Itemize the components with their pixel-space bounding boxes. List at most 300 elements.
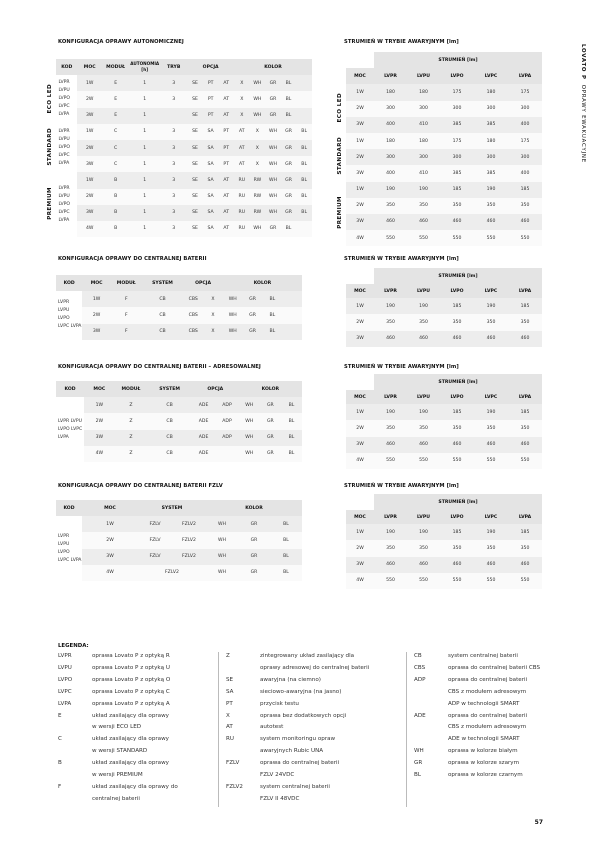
- column-header: MOC: [82, 500, 138, 516]
- table-cell: BL: [281, 446, 302, 462]
- table-cell: FZLV: [138, 532, 172, 548]
- table-cell: GR: [243, 291, 263, 307]
- legend-description: w wersji PREMIUM: [92, 772, 143, 778]
- table-cell: 1: [129, 156, 160, 172]
- table-cell: RU: [234, 189, 250, 205]
- section-title-central-addressable: KONFIGURACJA OPRAWY DO CENTRALNEJ BATERII – ADRESOWALNEJ: [58, 364, 261, 370]
- table-cell: WH: [223, 291, 243, 307]
- table-cell: F: [111, 291, 142, 307]
- table-cell: 460: [374, 557, 407, 573]
- table-cell: 1: [129, 205, 160, 221]
- table-cell: 190: [474, 404, 508, 420]
- column-header: MOC: [346, 390, 374, 404]
- table-cell: 3W: [346, 214, 374, 230]
- table-cell: 350: [474, 420, 508, 436]
- table-row: [44, 156, 312, 172]
- table-cell: Z: [115, 397, 148, 413]
- legend-key: BL: [414, 772, 421, 778]
- table-cell: X: [234, 75, 250, 91]
- group-label-cell: [334, 84, 346, 133]
- column-header: MOC: [346, 284, 374, 298]
- table-cell: 460: [508, 557, 542, 573]
- side-label: LOVATO P OPRAWY EWAKUACYJNE: [580, 44, 586, 163]
- group-label-standard: STANDARD: [47, 128, 54, 166]
- table-cell: 460: [474, 214, 508, 230]
- table-cell: GR: [238, 549, 270, 565]
- kod-cell: LVPR LVPU LVPO LVPC LVPA: [56, 291, 82, 340]
- legend-description: sieciowo-awaryjna (na jasno): [260, 688, 342, 695]
- table-cell: X: [250, 124, 266, 140]
- table-cell: 350: [508, 420, 542, 436]
- table-cell: ADE: [192, 446, 215, 462]
- table-cell: 460: [440, 557, 474, 573]
- table-cell: CB: [147, 413, 192, 429]
- table-row: [56, 413, 302, 429]
- table-cell: 350: [474, 540, 508, 556]
- table-cell: 3: [160, 75, 187, 91]
- table-cell: 300: [407, 101, 440, 117]
- legend-key: LVPA: [58, 700, 72, 707]
- table-cell: GR: [260, 413, 281, 429]
- table-cell: CB: [142, 307, 184, 323]
- table-cell: 3: [160, 221, 187, 237]
- table-cell: 2W: [82, 307, 111, 323]
- table-row: [56, 532, 302, 548]
- table-cell: AT: [218, 221, 234, 237]
- table-cell: WH: [250, 221, 266, 237]
- table-cell: CB: [147, 430, 192, 446]
- table-cell: 3W: [346, 331, 374, 347]
- table-cell: RW: [250, 172, 266, 188]
- table-cell: 300: [374, 101, 407, 117]
- table-cell: 180: [407, 133, 440, 149]
- table-cell: BL: [296, 172, 312, 188]
- table-cell: 190: [474, 298, 508, 314]
- table-cell: 550: [407, 230, 440, 246]
- table-cell: GR: [281, 189, 297, 205]
- table-cell: 185: [440, 524, 474, 540]
- table-cell: X: [250, 140, 266, 156]
- column-header: STRUMIEŃ [lm]: [374, 374, 542, 390]
- table-cell: WH: [250, 91, 266, 107]
- table-cell: Z: [115, 430, 148, 446]
- legend-description: autotest: [260, 724, 284, 731]
- table-cell: 1W: [346, 298, 374, 314]
- legend-description: FZLV II 48VDC: [260, 795, 300, 802]
- table-cell: 185: [440, 298, 474, 314]
- table-cell: CB: [142, 324, 184, 340]
- table-cell: 400: [508, 165, 542, 181]
- table-cell: SA: [203, 189, 219, 205]
- table-cell: FZLV2: [172, 549, 206, 565]
- column-header: KOLOR: [239, 381, 302, 397]
- column-header: OPCJA: [183, 275, 223, 291]
- table-cell: AT: [218, 108, 234, 124]
- table-cell: PT: [218, 156, 234, 172]
- table-cell: 190: [374, 182, 407, 198]
- table-cell: 350: [374, 198, 407, 214]
- table-cell: GR: [260, 446, 281, 462]
- table-cell: X: [203, 307, 223, 323]
- table-cell: BL: [262, 307, 282, 323]
- table-cell: 175: [508, 133, 542, 149]
- column-header: OPCJA: [192, 381, 239, 397]
- table-cell: RW: [250, 189, 266, 205]
- table-row: [56, 397, 302, 413]
- table-cell: WH: [239, 413, 260, 429]
- legend-key: AT: [226, 724, 233, 731]
- table-cell: 1W: [346, 182, 374, 198]
- table-row: [44, 205, 312, 221]
- table-cell: [215, 446, 238, 462]
- table-cell: 1: [129, 124, 160, 140]
- table-cell: BL: [262, 291, 282, 307]
- column-header: LVPR: [374, 68, 407, 84]
- table-row: [44, 124, 312, 140]
- table-cell: 350: [440, 314, 474, 330]
- table-cell: GR: [238, 532, 270, 548]
- legend-key: SA: [226, 688, 234, 695]
- column-header: LVPO: [440, 68, 474, 84]
- spacer-cell: [346, 52, 374, 68]
- table-cell: GR: [260, 397, 281, 413]
- column-header: LVPO: [440, 284, 474, 298]
- table-cell: BL: [296, 124, 312, 140]
- table-cell: 3W: [346, 557, 374, 573]
- table-cell: FZLV2: [172, 516, 206, 532]
- table-cell: WH: [239, 397, 260, 413]
- table-cell: E: [102, 91, 129, 107]
- table-cell: 350: [407, 540, 440, 556]
- table-cell: GR: [260, 430, 281, 446]
- table-cell: GR: [281, 205, 297, 221]
- table-cell: PT: [203, 75, 219, 91]
- spacer-cell: [44, 59, 56, 75]
- addressable-config-table: [56, 381, 302, 462]
- legend-key: ADP: [414, 676, 426, 683]
- table-cell: 1: [129, 172, 160, 188]
- table-cell: 1W: [346, 524, 374, 540]
- legend-key: C: [58, 736, 62, 743]
- table-cell: 1: [129, 75, 160, 91]
- table-cell: 300: [474, 149, 508, 165]
- table-row: [346, 573, 542, 589]
- table-cell: 550: [508, 453, 542, 469]
- legend-description: oprawa Lovato P z optyką C: [92, 688, 170, 695]
- table-cell: 1W: [346, 133, 374, 149]
- table-cell: X: [234, 108, 250, 124]
- table-row: [346, 540, 542, 556]
- table-cell: X: [203, 324, 223, 340]
- legend-key: WH: [414, 748, 424, 755]
- section-title-flux-fzlv: STRUMIEŃ W TRYBIE AWARYJNYM [lm]: [344, 483, 459, 489]
- legend-description: przycisk testu: [260, 700, 299, 707]
- column-header: LVPR: [374, 390, 407, 404]
- table-cell: ADE: [192, 413, 215, 429]
- table-cell: AT: [218, 91, 234, 107]
- table-cell: 175: [440, 84, 474, 100]
- column-header: LVPR: [374, 284, 407, 298]
- table-row: [334, 149, 542, 165]
- table-cell: 1: [129, 108, 160, 124]
- table-cell: 185: [440, 182, 474, 198]
- table-cell: WH: [265, 140, 281, 156]
- table-cell: GR: [281, 156, 297, 172]
- table-cell: 460: [440, 437, 474, 453]
- table-row: [56, 516, 302, 532]
- column-header: LVPO: [440, 390, 474, 404]
- table-cell: SE: [187, 124, 203, 140]
- table-cell: B: [102, 189, 129, 205]
- table-cell: BL: [270, 532, 302, 548]
- column-header: LVPC: [474, 284, 508, 298]
- table-cell: WH: [265, 156, 281, 172]
- table-row: [44, 140, 312, 156]
- table-cell: 385: [440, 165, 474, 181]
- table-cell: 550: [508, 230, 542, 246]
- table-cell: X: [250, 156, 266, 172]
- table-cell: WH: [265, 124, 281, 140]
- table-cell: 300: [440, 101, 474, 117]
- table-cell: PT: [218, 140, 234, 156]
- table-cell: 185: [440, 404, 474, 420]
- legend-description: oprawa Lovato P z optyką R: [92, 653, 170, 659]
- table-cell: 2W: [82, 532, 138, 548]
- table-cell: 185: [508, 404, 542, 420]
- table-cell: GR: [243, 307, 263, 323]
- table-cell: RW: [250, 205, 266, 221]
- table-cell: 550: [440, 230, 474, 246]
- table-cell: 460: [374, 214, 407, 230]
- table-cell: 180: [474, 133, 508, 149]
- column-header: LVPA: [508, 284, 542, 298]
- table-cell: BL: [296, 156, 312, 172]
- table-cell: PT: [203, 108, 219, 124]
- header-tryb: TRYB: [160, 59, 187, 75]
- legend-key: FZLV: [226, 760, 240, 767]
- table-cell: WH: [206, 532, 238, 548]
- table-cell: 460: [440, 331, 474, 347]
- table-row: [334, 165, 542, 181]
- table-cell: 190: [407, 298, 440, 314]
- table-cell: 300: [440, 149, 474, 165]
- table-cell: 3W: [346, 437, 374, 453]
- table-cell: Z: [115, 413, 148, 429]
- column-header: LVPU: [407, 284, 440, 298]
- table-row: [44, 189, 312, 205]
- legend-description: ADP w technologii SMART: [448, 700, 520, 707]
- table-cell: 3W: [77, 108, 102, 124]
- table-cell: 3W: [77, 205, 102, 221]
- table-cell: 4W: [346, 453, 374, 469]
- legend-key: B: [58, 760, 62, 767]
- table-cell: 550: [440, 453, 474, 469]
- table-row: [56, 291, 302, 307]
- legend-description: układ zasilający dla oprawy: [92, 712, 169, 719]
- table-cell: GR: [281, 124, 297, 140]
- legend-title: LEGENDA:: [58, 643, 89, 649]
- table-cell: 1W: [346, 404, 374, 420]
- table-cell: 550: [474, 453, 508, 469]
- header-strumien: STRUMIEŃ [lm]: [374, 52, 542, 68]
- table-cell: 180: [374, 84, 407, 100]
- central-flux-table: [346, 268, 542, 347]
- table-row: [334, 230, 542, 246]
- legend-description: oprawa w kolorze czarnym: [448, 772, 523, 778]
- legend-description: oprawy adresowej do centralnej baterii: [260, 664, 370, 671]
- table-cell: WH: [239, 446, 260, 462]
- table-cell: F: [111, 324, 142, 340]
- legend-key: LVPC: [58, 688, 72, 695]
- column-header: LVPA: [508, 68, 542, 84]
- column-header: SYSTEM: [142, 275, 184, 291]
- table-cell: 3W: [346, 165, 374, 181]
- table-cell: 2W: [77, 91, 102, 107]
- table-cell: RU: [234, 172, 250, 188]
- fzlv-flux-table: [346, 494, 542, 589]
- table-cell: 185: [508, 182, 542, 198]
- table-cell: 180: [407, 84, 440, 100]
- table-cell: 350: [407, 198, 440, 214]
- kod-cell: LVPR LVPU LVPO LVPC LVPA: [56, 172, 77, 237]
- table-row: [346, 314, 542, 330]
- legend-description: awaryjnych Rubic UNA: [260, 748, 324, 755]
- header-kod: KOD: [56, 59, 77, 75]
- column-header: MODUŁ: [115, 381, 148, 397]
- group-label-cell: [44, 75, 56, 124]
- table-cell: 350: [440, 540, 474, 556]
- table-cell: 4W: [77, 221, 102, 237]
- legend-description: ADE w technologii SMART: [448, 736, 520, 743]
- table-cell: 3: [160, 189, 187, 205]
- table-cell: 2W: [346, 198, 374, 214]
- table-cell: RU: [234, 221, 250, 237]
- table-cell: 190: [374, 524, 407, 540]
- table-cell: GR: [281, 172, 297, 188]
- table-cell: 2W: [346, 420, 374, 436]
- section-title-central: KONFIGURACJA OPRAWY DO CENTRALNEJ BATERII: [58, 256, 207, 262]
- table-cell: 460: [407, 331, 440, 347]
- legend-key: CBS: [414, 664, 426, 671]
- table-cell: F: [111, 307, 142, 323]
- kod-cell: LVPR LVPU LVPO LVPC LVPA: [56, 75, 77, 124]
- table-cell: 1: [129, 140, 160, 156]
- legend-description: oprawa bez dodatkowych opcji: [260, 712, 347, 719]
- column-header: LVPO: [440, 510, 474, 524]
- legend-description: układ zasilający dla oprawy: [92, 760, 169, 767]
- table-cell: 175: [440, 133, 474, 149]
- table-cell: [296, 75, 312, 91]
- kod-cell: LVPR LVPU LVPO LVPC LVPA: [56, 397, 84, 462]
- table-cell: 460: [440, 214, 474, 230]
- table-cell: 3W: [77, 156, 102, 172]
- table-cell: 410: [407, 165, 440, 181]
- table-cell: GR: [243, 324, 263, 340]
- table-cell: 385: [440, 117, 474, 133]
- table-cell: 460: [407, 437, 440, 453]
- table-cell: 460: [508, 331, 542, 347]
- table-cell: 180: [374, 133, 407, 149]
- table-cell: BL: [281, 413, 302, 429]
- table-cell: 1W: [77, 172, 102, 188]
- table-cell: 350: [440, 420, 474, 436]
- table-cell: 400: [374, 165, 407, 181]
- table-cell: AT: [218, 172, 234, 188]
- table-cell: 175: [508, 84, 542, 100]
- table-cell: 3: [160, 156, 187, 172]
- table-row: [334, 101, 542, 117]
- table-cell: WH: [206, 549, 238, 565]
- section-title-fzlv: KONFIGURACJA OPRAWY DO CENTRALNEJ BATERII FZLV: [58, 483, 223, 489]
- column-header: LVPU: [407, 68, 440, 84]
- table-cell: ADP: [215, 430, 238, 446]
- table-cell: 1: [129, 189, 160, 205]
- table-cell: WH: [265, 189, 281, 205]
- page-number: 57: [534, 819, 543, 826]
- table-cell: SA: [203, 221, 219, 237]
- table-cell: 4W: [82, 565, 138, 581]
- legend-key: GR: [414, 760, 423, 767]
- table-cell: WH: [250, 108, 266, 124]
- table-cell: ADE: [192, 430, 215, 446]
- table-cell: AT: [218, 75, 234, 91]
- spacer-cell: [346, 374, 374, 390]
- group-label-standard: STANDARD: [337, 137, 343, 175]
- table-cell: 1: [129, 221, 160, 237]
- table-cell: BL: [296, 189, 312, 205]
- table-cell: 190: [407, 182, 440, 198]
- table-cell: SE: [187, 172, 203, 188]
- table-cell: BL: [270, 516, 302, 532]
- table-cell: PT: [203, 91, 219, 107]
- table-cell: B: [102, 205, 129, 221]
- table-cell: FZLV2: [172, 532, 206, 548]
- table-row: [346, 437, 542, 453]
- column-header: KOLOR: [206, 500, 302, 516]
- table-cell: BL: [281, 221, 297, 237]
- table-row: [44, 108, 312, 124]
- table-cell: 4W: [346, 573, 374, 589]
- table-cell: SA: [203, 140, 219, 156]
- table-cell: BL: [281, 397, 302, 413]
- table-cell: 4W: [346, 230, 374, 246]
- legend-key: LVPR: [58, 653, 72, 659]
- table-cell: SE: [187, 108, 203, 124]
- table-cell: WH: [206, 565, 238, 581]
- legend-description: oprawa w kolorze szarym: [448, 760, 520, 767]
- table-row: [334, 214, 542, 230]
- table-cell: 3: [160, 91, 187, 107]
- table-cell: WH: [250, 75, 266, 91]
- table-cell: 3W: [82, 549, 138, 565]
- table-cell: 550: [374, 230, 407, 246]
- table-cell: 2W: [77, 189, 102, 205]
- legend-key: E: [58, 712, 62, 719]
- table-cell: 460: [474, 331, 508, 347]
- table-cell: CBS: [183, 307, 203, 323]
- legend-key: FZLV2: [226, 783, 243, 790]
- column-header: LVPA: [508, 510, 542, 524]
- table-cell: 3W: [84, 430, 114, 446]
- table-cell: FZLV: [138, 549, 172, 565]
- table-cell: 350: [474, 314, 508, 330]
- table-cell: [282, 307, 302, 323]
- legend-key: LVPO: [58, 676, 73, 683]
- legend-description: system monitoringu opraw: [260, 736, 336, 743]
- table-cell: 185: [508, 524, 542, 540]
- fzlv-config-table: [56, 500, 302, 581]
- section-title-flux-addressable: STRUMIEŃ W TRYBIE AWARYJNYM [lm]: [344, 364, 459, 370]
